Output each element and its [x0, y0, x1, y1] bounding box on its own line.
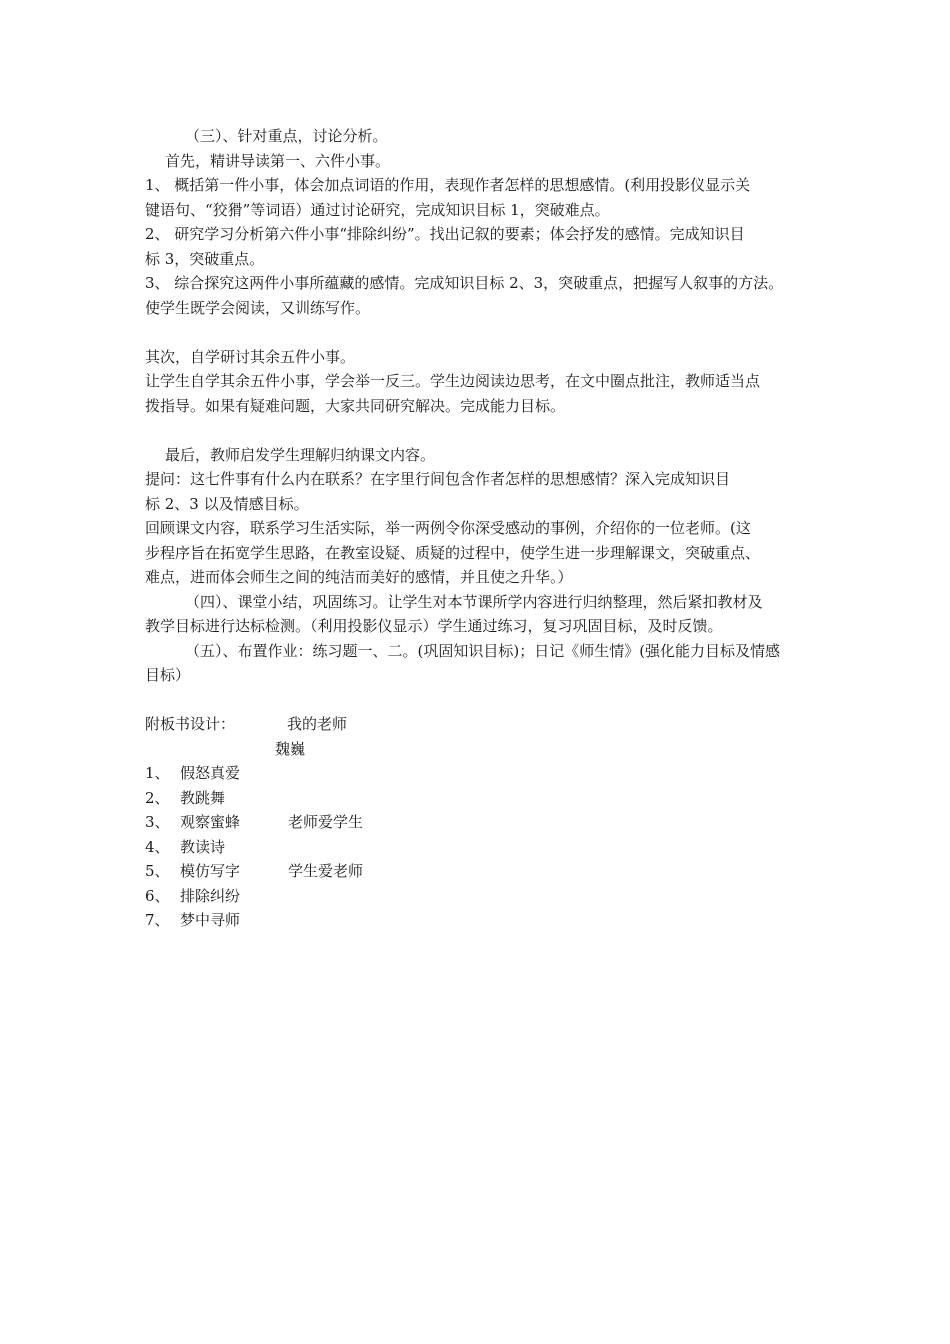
second-body-line2: 拨指导。如果有疑难问题，大家共同研究解决。完成能力目标。: [145, 396, 566, 415]
document-page: [145, 124, 825, 933]
board-item-side: 学生爱老师: [288, 862, 364, 880]
board-item: [145, 884, 825, 909]
board-item-number: 3、: [145, 813, 170, 831]
board-item: [145, 859, 825, 884]
spacer: [145, 320, 825, 345]
spacer: [145, 688, 825, 713]
board-item-text: 排除纠纷: [180, 886, 241, 905]
board-item-number: 5、: [145, 862, 170, 880]
question-line2: 标 2、3 以及情感目标。: [145, 494, 309, 513]
board-item-text: 模仿写字: [180, 862, 241, 880]
review-line1: 回顾课文内容，联系学习生活实际，举一两例令你深受感动的事例，介绍你的一位老师。(这: [145, 519, 751, 537]
review-line3: 难点，进而体会师生之间的纯洁而美好的感情，并且使之升华。）: [145, 568, 573, 586]
item2-line2: 标 3，突破重点。: [145, 249, 265, 268]
board-item-side: 老师爱学生: [288, 813, 364, 831]
board-item: [145, 786, 825, 811]
board-item-text: 观察蜜蜂: [180, 813, 241, 831]
board-item-text: 教跳舞: [180, 788, 226, 807]
second-step: 其次，自学研讨其余五件小事。: [145, 347, 356, 366]
board-item: [145, 810, 825, 835]
board-item-number: 7、: [145, 911, 170, 929]
last-step: 最后，教师启发学生理解归纳课文内容。: [165, 445, 436, 464]
board-item: [145, 835, 825, 860]
board-item-text: 假怒真爱: [180, 764, 241, 782]
section5-line1: （五）、布置作业：练习题一、二。(巩固知识目标)；日记《师生情》(强化能力目标及情感: [185, 641, 781, 660]
board-item: [145, 908, 825, 933]
section4-line1: （四）、课堂小结，巩固练习。让学生对本节课所学内容进行归纳整理，然后紧扣教材及: [185, 592, 763, 611]
first-step: 首先，精讲导读第一、六件小事。: [165, 151, 391, 170]
board-item-text: 教读诗: [180, 837, 226, 856]
board-title: 我的老师: [287, 715, 348, 733]
spacer: [145, 418, 825, 443]
board-label: 附板书设计：: [145, 715, 236, 733]
item1-line1: 1、 概括第一件小事，体会加点词语的作用，表现作者怎样的思想感情。(利用投影仪显示关: [145, 176, 751, 194]
question-line1: 提问：这七件事有什么内在联系？在字里行间包含作者怎样的思想感情？深入完成知识目: [145, 470, 731, 488]
section5-line2: 目标）: [145, 666, 191, 684]
board-item-number: 4、: [145, 837, 170, 856]
section4-line2: 教学目标进行达标检测。（利用投影仪显示）学生通过练习，复习巩固目标，及时反馈。: [145, 617, 723, 635]
board-item-number: 2、: [145, 788, 170, 807]
item1-line2: 键语句、“狡猾”等词语）通过讨论研究，完成知识目标 1，突破难点。: [145, 200, 610, 219]
second-body-line1: 让学生自学其余五件小事，学会举一反三。学生边阅读边思考，在文中圈点批注，教师适当点: [145, 372, 761, 390]
board-header: [145, 712, 825, 737]
item3-line1: 3、 综合探究这两件小事所蕴藏的感情。完成知识目标 2、3，突破重点，把握写人叙事的方法。: [145, 274, 784, 292]
board-item-number: 6、: [145, 886, 170, 905]
item3-line2: 使学生既学会阅读，又训练写作。: [145, 298, 371, 317]
board-item: [145, 761, 825, 786]
section3-heading: （三）、针对重点，讨论分析。: [185, 127, 388, 145]
review-line2: 步程序旨在拓宽学生思路，在教室设疑、质疑的过程中，使学生进一步理解课文，突破重点、: [145, 543, 761, 562]
board-item-number: 1、: [145, 764, 170, 782]
item2-line1: 2、 研究学习分析第六件小事“排除纠纷”。找出记叙的要素；体会抒发的感情。完成知识目: [145, 225, 745, 243]
board-author: 魏巍: [275, 739, 306, 758]
board-item-text: 梦中寻师: [180, 911, 241, 929]
